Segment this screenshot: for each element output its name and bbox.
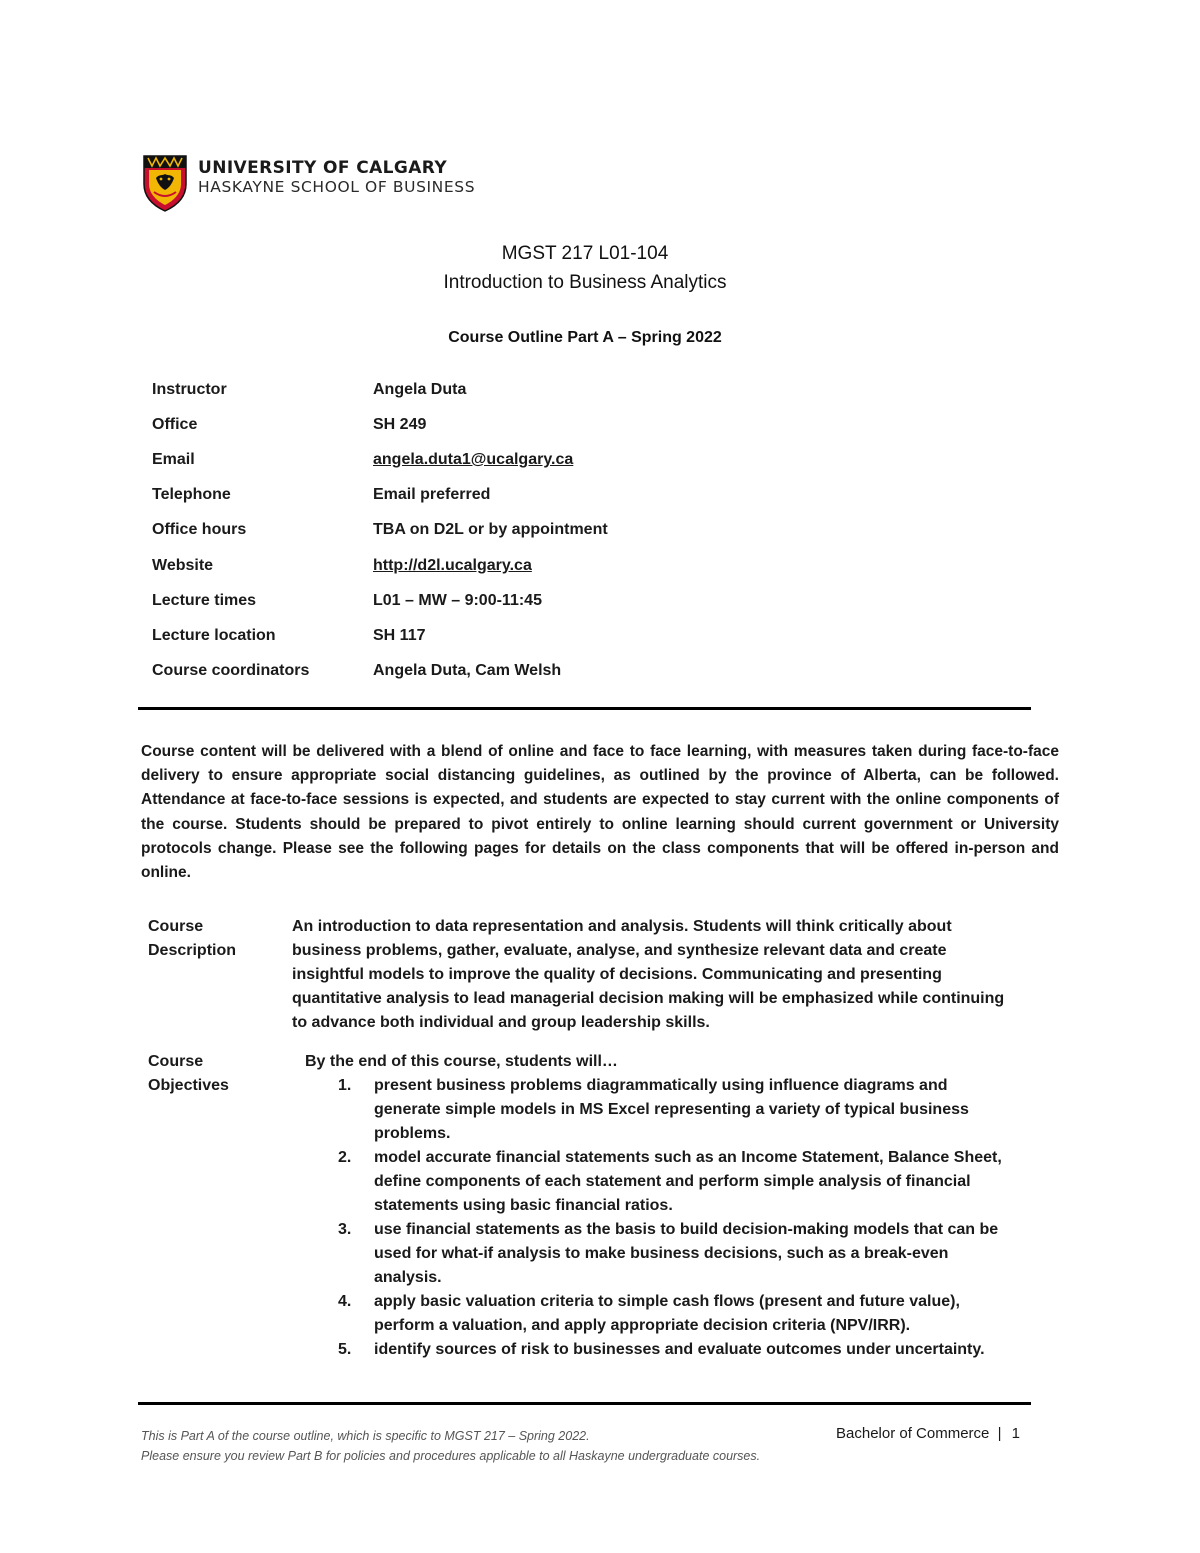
crest-icon <box>142 154 188 212</box>
info-label: Office <box>152 416 198 433</box>
course-name: Introduction to Business Analytics <box>443 272 727 293</box>
footer-note-line2: Please ensure you review Part B for policies and procedures applicable to all Haskayne undergraduate courses. <box>141 1449 761 1463</box>
footer-separator: | <box>997 1425 1002 1442</box>
info-label: Office hours <box>152 521 247 538</box>
objectives-list <box>330 1074 1010 1362</box>
info-value: Angela Duta <box>373 381 467 398</box>
description-label-line1: Course <box>148 918 204 935</box>
info-label: Email <box>152 451 195 468</box>
info-value: SH 249 <box>373 416 427 433</box>
university-logo <box>142 154 522 214</box>
footer-note-line1: This is Part A of the course outline, which is specific to MGST 217 – Spring 2022. <box>141 1429 590 1443</box>
info-value: SH 117 <box>373 627 426 644</box>
info-row-email <box>152 451 952 473</box>
footer-page-info <box>836 1425 1020 1442</box>
program-name: Bachelor of Commerce <box>836 1425 990 1442</box>
info-row-lecture-times <box>152 592 952 614</box>
divider-top <box>138 707 1031 710</box>
info-label: Lecture location <box>152 627 276 644</box>
description-text: An introduction to data representation and analysis. Students will think critically about business problems, gather, evaluate, analyse, and synthesize relevant data and create insightful models to improve the quality of decisions. Communicating and presenting quantitative analysis to lead managerial decision making will be emphasized while continuing to advance both individual and group leadership skills. <box>292 918 1005 1031</box>
objectives-label-line1: Course <box>148 1053 204 1070</box>
info-value: TBA on D2L or by appointment <box>373 521 608 538</box>
info-row-website <box>152 557 952 579</box>
logo-school-name: HASKAYNE SCHOOL OF BUSINESS <box>198 178 476 196</box>
objectives-label-line2: Objectives <box>148 1077 229 1094</box>
info-value: L01 – MW – 9:00-11:45 <box>373 592 542 609</box>
logo-university-name: UNIVERSITY OF CALGARY <box>198 158 448 178</box>
outline-part-heading: Course Outline Part A – Spring 2022 <box>448 329 722 346</box>
info-value: Angela Duta, Cam Welsh <box>373 662 562 679</box>
list-item <box>330 1146 1004 1218</box>
list-item-number: 3. <box>338 1221 352 1238</box>
info-label: Telephone <box>152 486 231 503</box>
email-link[interactable]: angela.duta1@ucalgary.ca <box>373 451 574 468</box>
description-label <box>148 915 268 963</box>
course-code: MGST 217 L01-104 <box>501 243 669 264</box>
list-item-text: identify sources of risk to businesses and evaluate outcomes under uncertainty. <box>374 1341 985 1358</box>
divider-bottom <box>138 1402 1031 1405</box>
list-item-text: apply basic valuation criteria to simple cash flows (present and future value), perform a valuation, and apply appropriate decision criteria (NPV/IRR). <box>374 1293 960 1334</box>
info-label: Lecture times <box>152 592 257 609</box>
info-value: Email preferred <box>373 486 491 503</box>
info-row-office-hours <box>152 521 952 543</box>
info-row-course-coordinators <box>152 662 952 684</box>
list-item <box>330 1290 1004 1338</box>
info-label: Website <box>152 557 214 574</box>
list-item-text: present business problems diagrammatically using influence diagrams and generate simple models in MS Excel representing a variety of typical business problems. <box>374 1077 969 1142</box>
info-row-lecture-location <box>152 627 952 649</box>
info-row-instructor <box>152 381 952 403</box>
list-item <box>330 1218 1004 1290</box>
list-item-number: 5. <box>338 1341 352 1358</box>
delivery-paragraph: Course content will be delivered with a blend of online and face to face learning, with measures taken during face-to-face delivery to ensure appropriate social distancing guidelines, as outlined by the province of Alberta, can be followed. Attendance at face-to-face sessions is expected, and students are expected to stay current with the online components of the course. Students should be prepared to pivot entirely to online learning should current government or University protocols change. Please see the following pages for details on the class components that will be offered in-person and online. <box>141 743 1059 882</box>
info-row-telephone <box>152 486 952 508</box>
description-label-line2: Description <box>148 942 237 959</box>
list-item-text: model accurate financial statements such as an Income Statement, Balance Sheet, define components of each statement and perform simple analysis of financial statements using basic financial ratios. <box>374 1149 1002 1214</box>
info-row-office <box>152 416 952 438</box>
page-number: 1 <box>1011 1425 1020 1442</box>
info-label: Instructor <box>152 381 227 398</box>
list-item-number: 1. <box>338 1077 352 1094</box>
info-label: Course coordinators <box>152 662 310 679</box>
list-item-number: 4. <box>338 1293 352 1310</box>
objectives-label <box>148 1050 268 1098</box>
list-item <box>330 1074 1004 1146</box>
footer-note <box>141 1426 760 1466</box>
objectives-intro: By the end of this course, students will… <box>305 1053 618 1070</box>
list-item-number: 2. <box>338 1149 352 1166</box>
list-item <box>330 1338 1004 1362</box>
list-item-text: use financial statements as the basis to build decision-making models that can be used for what-if analysis to make business decisions, such as a break-even analysis. <box>374 1221 999 1286</box>
website-link[interactable]: http://d2l.ucalgary.ca <box>373 557 532 574</box>
